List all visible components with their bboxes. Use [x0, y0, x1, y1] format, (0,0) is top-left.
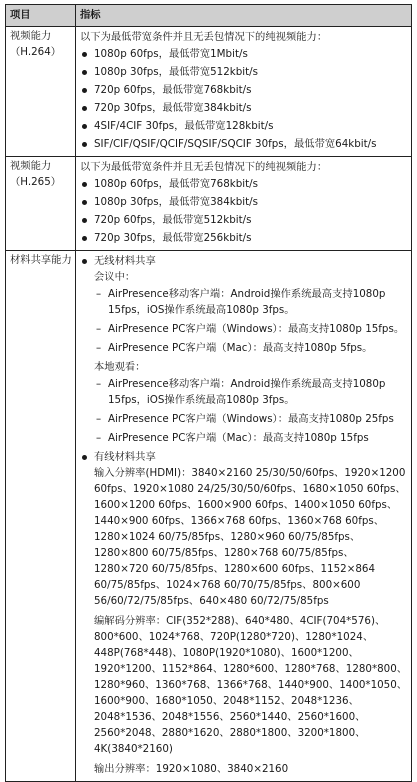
wireless-sharing-item: [80, 253, 408, 446]
table-header-row: [6, 5, 412, 27]
dash-item: – AirPresence移动客户端：Android操作系统最高支持1080p 15fps，iOS操作系统最高1080p 3fps。: [94, 376, 408, 408]
input-resolution: 输入分辨率(HDMI)：3840×2160 25/30/50/60fps、1920×1200 60fps、1920×1080 24/25/30/50/60fps、1680×1050 60fps、1600×1200 60fps、1600×900 60fps、1400×1050 60fps、1440×900 60fps、1366×768 60fps、1360×768 60fps、1280×1024 60/75/85fps、1280×960 60/75/85fps、1280×800 60/75/85fps、1280×768 60/75/85fps、1280×720 60/75/85fps、1280×600 60fps、1152×864 60/75/85fps、1024×768 60/70/75/85fps、800×600 56/60/72/75/85fps、640×480 60/72/75/85fps: [94, 467, 406, 607]
wired-title: 有线材料共享: [94, 451, 156, 463]
list-item: SIF/CIF/QSIF/QCIF/SQSIF/SQCIF 30fps，最低带宽64kbit/s: [80, 136, 408, 152]
list-item: 4SIF/4CIF 30fps，最低带宽128kbit/s: [80, 118, 408, 134]
dash-list: [94, 376, 408, 446]
wireless-title: 无线材料共享: [94, 255, 156, 267]
spec-table: [5, 4, 412, 782]
item-cell-sharing: 材料共享能力: [6, 251, 76, 782]
dash-item: – AirPresence PC客户端（Windows）：最高支持1080p 25fps: [94, 411, 408, 427]
list-item: 1080p 30fps，最低带宽512kbit/s: [80, 64, 408, 80]
codec-resolution: 编解码分辨率：CIF(352*288)、640*480、4CIF(704*576)、800*600、1024*768、720P(1280*720)、1280*1024、448P(768*448)、1080P(1920*1080)、1600*1200、1920*1200、1152*864、1280*600、1280*768、1280*800、1280*960、1360*768、1366*768、1440*900、1400*1050、1600*900、1680*1050、2048*1152、2048*1236、2048*1536、2048*1556、2560*1440、2560*1600、2560*2048、2880*1620、2880*1800、3200*1800、4K(3840*2160): [94, 615, 408, 755]
intro-text: 以下为最低带宽条件并且无丢包情况下的纯视频能力：: [80, 31, 328, 43]
list-item: 720p 30fps，最低带宽384kbit/s: [80, 100, 408, 116]
dash-list: [94, 286, 408, 356]
table-row-h265: [6, 157, 412, 251]
dash-item: – AirPresence移动客户端：Android操作系统最高支持1080p 15fps，iOS操作系统最高1080p 3fps。: [94, 286, 408, 318]
local-label: 本地观看：: [94, 361, 146, 373]
list-item: 1080p 60fps，最低带宽768kbit/s: [80, 176, 408, 192]
dash-item: – AirPresence PC客户端（Windows）：最高支持1080p 15fps。: [94, 321, 408, 337]
list-item: 720p 60fps，最低带宽512kbit/s: [80, 212, 408, 228]
bullet-list: [80, 46, 408, 152]
item-cell-h264: 视频能力（H.264）: [6, 27, 76, 157]
meeting-label: 会议中：: [94, 271, 136, 283]
bullet-list: [80, 253, 408, 777]
wired-sharing-item: [80, 449, 408, 777]
spec-cell-sharing: [76, 251, 412, 782]
bullet-list: [80, 176, 408, 246]
list-item: 720p 30fps，最低带宽256kbit/s: [80, 230, 408, 246]
table-row-h264: [6, 27, 412, 157]
dash-item: – AirPresence PC客户端（Mac）：最高支持1080p 5fps。: [94, 340, 408, 356]
dash-item: – AirPresence PC客户端（Mac）：最高支持1080p 15fps: [94, 430, 408, 446]
list-item: 1080p 60fps，最低带宽1Mbit/s: [80, 46, 408, 62]
spec-cell-h264: [76, 27, 412, 157]
item-cell-h265: 视频能力（H.265）: [6, 157, 76, 251]
intro-text: 以下为最低带宽条件并且无丢包情况下的纯视频能力：: [80, 161, 328, 173]
list-item: 720p 60fps，最低带宽768kbit/s: [80, 82, 408, 98]
header-spec: 指标: [76, 5, 412, 27]
header-item: 项目: [6, 5, 76, 27]
table-row-sharing: [6, 251, 412, 782]
list-item: 1080p 30fps，最低带宽384kbit/s: [80, 194, 408, 210]
output-resolution: 输出分辨率：1920×1080、3840×2160: [94, 763, 289, 775]
spec-cell-h265: [76, 157, 412, 251]
